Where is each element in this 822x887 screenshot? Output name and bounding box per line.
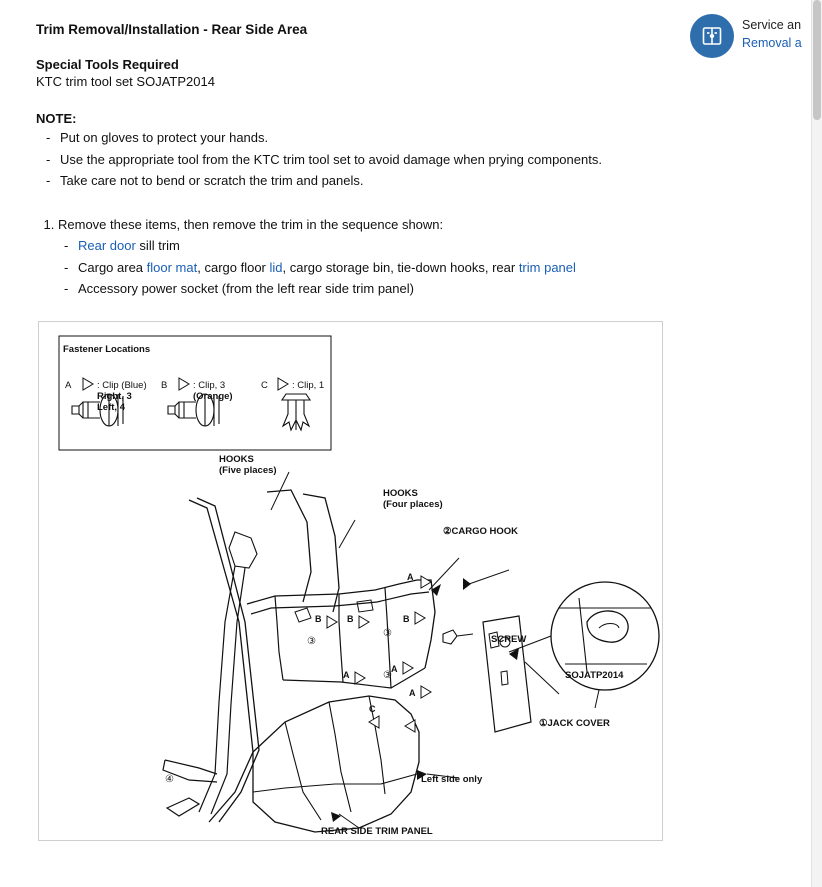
sequence-3: ③ bbox=[307, 635, 316, 647]
step-1-item-2 bbox=[64, 258, 690, 278]
step-1-item-1 bbox=[64, 236, 690, 256]
label-hooks-four-2: (Four places) bbox=[383, 498, 443, 510]
cargo-area-prefix: Cargo area bbox=[78, 259, 147, 275]
sequence-4: ④ bbox=[165, 773, 174, 785]
note-item: - Take care not to bend or scratch the trim and panels. bbox=[46, 171, 690, 191]
figure-illustration bbox=[39, 322, 662, 840]
link-rear-door[interactable]: Rear door bbox=[78, 238, 136, 253]
fastener-a-text-3: Left, 4 bbox=[97, 401, 125, 413]
callout-c-1: C bbox=[369, 703, 376, 714]
service-manual-card[interactable] bbox=[690, 12, 822, 58]
sequence-3c: ③ bbox=[383, 669, 392, 681]
label-rear-side-trim-panel: REAR SIDE TRIM PANEL bbox=[321, 825, 433, 837]
fastener-box-title: Fastener Locations bbox=[63, 343, 151, 355]
label-hooks-five-2: (Five places) bbox=[219, 464, 277, 476]
label-left-side-only: Left side only bbox=[421, 773, 483, 785]
sequence-3b: ③ bbox=[383, 627, 392, 639]
fastener-c-label: C bbox=[261, 379, 268, 391]
fastener-a-label: A bbox=[65, 379, 72, 391]
special-tools-heading: Special Tools Required bbox=[36, 57, 179, 72]
page-scrollbar[interactable] bbox=[811, 0, 822, 887]
label-cargo-hook: ②CARGO HOOK bbox=[443, 525, 519, 537]
scrollbar-thumb[interactable] bbox=[813, 0, 821, 120]
step-1-text: Remove these items, then remove the trim in the sequence shown: bbox=[58, 216, 444, 232]
fastener-c-text-1: : Clip, 1 bbox=[292, 379, 325, 391]
note-heading: NOTE: bbox=[36, 111, 77, 126]
label-hooks-five-1: HOOKS bbox=[219, 453, 254, 465]
rail-text bbox=[742, 12, 802, 52]
callout-a-4: A bbox=[343, 669, 350, 680]
cargo-floor-mid: , cargo floor bbox=[197, 259, 270, 275]
link-trim-panel[interactable]: trim panel bbox=[518, 259, 576, 275]
fastener-a-text-2: Right, 3 bbox=[97, 390, 132, 402]
figure-rear-side-trim bbox=[38, 321, 663, 841]
step-1-item-1-tail: sill trim bbox=[135, 238, 180, 253]
label-jack-cover: ①JACK COVER bbox=[539, 717, 610, 729]
right-rail bbox=[690, 0, 822, 887]
callout-a-2: A bbox=[391, 663, 398, 674]
page-title: Trim Removal/Installation - Rear Side Area bbox=[36, 22, 308, 37]
cargo-storage-mid: , cargo storage bin, tie-down hooks, rear bbox=[282, 259, 519, 275]
note-item: - Use the appropriate tool from the KTC trim tool set to avoid damage when prying components. bbox=[46, 150, 690, 170]
manual-icon bbox=[690, 14, 734, 58]
step-1-sublist bbox=[58, 236, 690, 299]
rail-line-2[interactable]: Removal a bbox=[742, 36, 802, 51]
label-screw: SCREW bbox=[491, 633, 527, 645]
fastener-a-text-1: : Clip (Blue) bbox=[97, 379, 147, 391]
callout-b-1: B bbox=[403, 613, 410, 624]
note-item: - Put on gloves to protect your hands. bbox=[46, 128, 690, 148]
callout-b-3: B bbox=[347, 613, 354, 624]
link-lid[interactable]: lid bbox=[269, 259, 283, 275]
rail-line-1: Service an bbox=[742, 18, 802, 32]
label-hooks-four-1: HOOKS bbox=[383, 487, 418, 499]
fastener-b-label: B bbox=[161, 379, 168, 391]
step-1 bbox=[58, 215, 690, 299]
callout-b-2: B bbox=[315, 613, 322, 624]
note-list bbox=[36, 128, 690, 191]
label-tool-name: SOJATP2014 bbox=[565, 669, 624, 681]
callout-a-1: A bbox=[407, 571, 414, 582]
fastener-b-text-2: (Orange) bbox=[193, 390, 233, 402]
special-tools-item: KTC trim tool set SOJATP2014 bbox=[36, 74, 215, 89]
fastener-b-text-1: : Clip, 3 bbox=[193, 379, 226, 391]
procedure-steps bbox=[36, 215, 690, 299]
step-1-item-3: - Accessory power socket (from the left rear side trim panel) bbox=[64, 279, 690, 299]
link-floor-mat[interactable]: floor mat bbox=[146, 259, 198, 275]
callout-a-3: A bbox=[409, 687, 416, 698]
